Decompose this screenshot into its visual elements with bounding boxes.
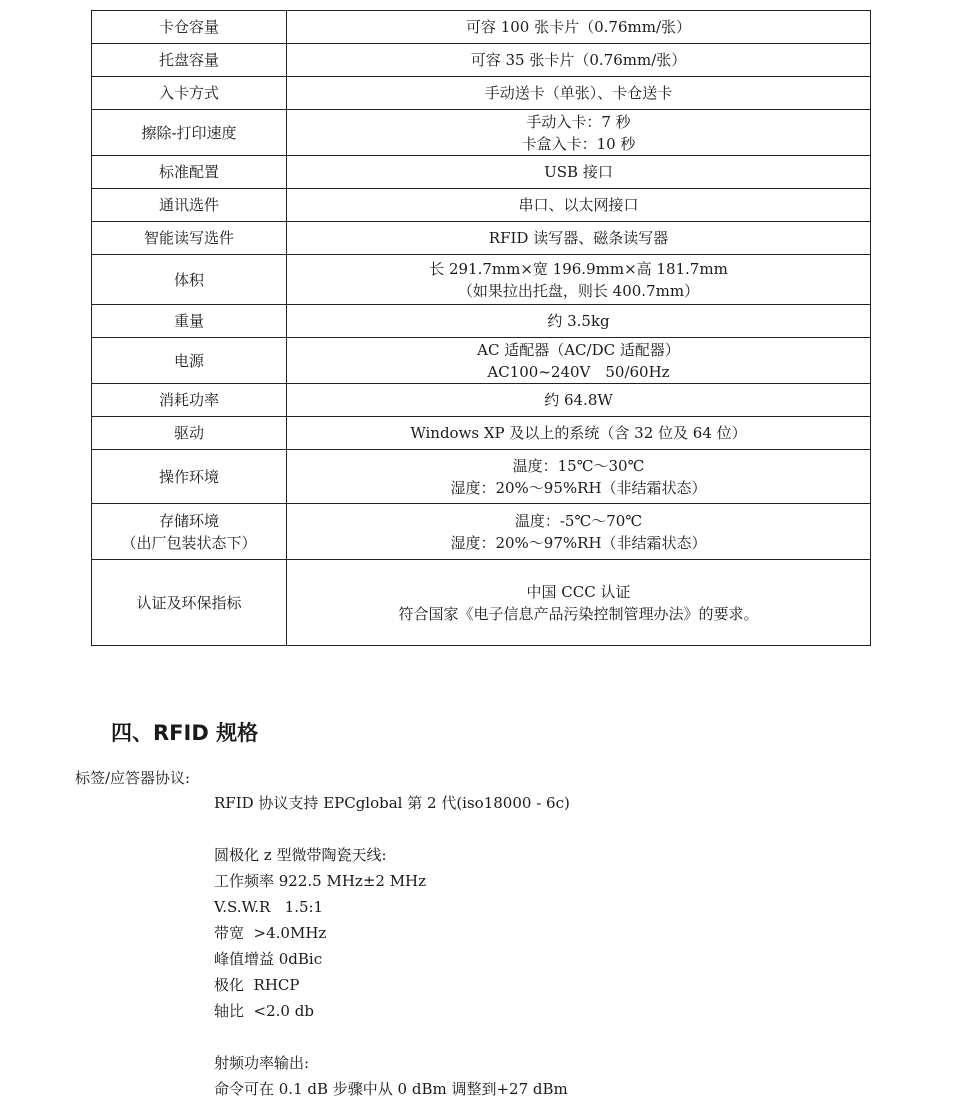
spec-label-cell <box>92 305 287 338</box>
spec-value: 温度：-5℃～70℃ <box>514 511 643 530</box>
spec-value: 可容 35 张卡片（0.76mm/张） <box>470 51 687 69</box>
spec-row <box>92 384 871 417</box>
spec-row <box>92 156 871 189</box>
antenna-spec-bandwidth: 带宽 >4.0MHz <box>214 924 327 942</box>
spec-value-cell <box>287 417 871 450</box>
section-heading-rfid: 四、RFID 规格 <box>111 721 259 745</box>
spec-label-cell <box>92 110 287 156</box>
spec-row <box>92 11 871 44</box>
spec-row <box>92 110 871 156</box>
spec-table-body <box>92 11 871 646</box>
spec-label-cell <box>92 417 287 450</box>
spec-value-cell <box>287 305 871 338</box>
protocol-value: RFID 协议支持 EPCglobal 第 2 代(iso18000 - 6c) <box>214 794 570 812</box>
spec-label-cell <box>92 222 287 255</box>
spec-value-cell <box>287 504 871 560</box>
protocol-label: 标签/应答器协议: <box>75 769 191 787</box>
spec-label: 消耗功率 <box>158 391 219 409</box>
spec-value: 中国 CCC 认证 <box>526 582 631 601</box>
spec-label-cell <box>92 450 287 504</box>
spec-label: 擦除-打印速度 <box>141 123 237 142</box>
spec-value-cell <box>287 156 871 189</box>
spec-label-cell <box>92 504 287 560</box>
spec-value: 长 291.7mm×宽 196.9mm×高 181.7mm <box>429 259 728 278</box>
spec-label: （出厂包装状态下） <box>121 533 257 552</box>
rf-power-value: 命令可在 0.1 dB 步骤中从 0 dBm 调整到+27 dBm <box>214 1080 568 1098</box>
spec-value: AC100~240V 50/60Hz <box>487 362 670 381</box>
spec-label-cell <box>92 11 287 44</box>
spec-row <box>92 222 871 255</box>
spec-label: 托盘容量 <box>158 51 219 69</box>
spec-label: 操作环境 <box>158 467 219 486</box>
spec-label: 智能读写选件 <box>143 229 234 247</box>
antenna-spec-gain: 峰值增益 0dBic <box>214 950 323 968</box>
spec-label: 电源 <box>173 351 204 370</box>
spec-label-cell <box>92 77 287 110</box>
spec-label: 存储环境 <box>158 511 219 530</box>
spec-value-cell <box>287 560 871 646</box>
spec-value: 湿度：20%～97%RH（非结霜状态） <box>450 533 707 552</box>
spec-value-cell <box>287 384 871 417</box>
spec-value-cell <box>287 222 871 255</box>
spec-label: 卡仓容量 <box>158 18 219 36</box>
spec-row <box>92 450 871 504</box>
spec-row <box>92 560 871 646</box>
antenna-spec-frequency: 工作频率 922.5 MHz±2 MHz <box>214 872 427 890</box>
spec-table <box>91 10 871 646</box>
spec-value: 手动送卡（单张）、卡仓送卡 <box>484 84 673 102</box>
spec-label-cell <box>92 255 287 305</box>
rf-power-title: 射频功率输出: <box>214 1054 310 1072</box>
antenna-spec-vswr: V.S.W.R 1.5:1 <box>214 898 324 916</box>
spec-value: AC 适配器（AC/DC 适配器） <box>477 340 680 359</box>
antenna-spec-polarization: 极化 RHCP <box>214 976 300 994</box>
spec-label-cell <box>92 338 287 384</box>
spec-row <box>92 504 871 560</box>
spec-value-cell <box>287 110 871 156</box>
protocol-value-block <box>214 790 570 816</box>
spec-label: 入卡方式 <box>158 84 219 102</box>
spec-value: 手动入卡：7 秒 <box>526 112 631 131</box>
spec-value-cell <box>287 189 871 222</box>
spec-value: 温度：15℃～30℃ <box>512 456 645 475</box>
spec-row <box>92 305 871 338</box>
spec-label-cell <box>92 189 287 222</box>
spec-value-cell <box>287 338 871 384</box>
spec-value: USB 接口 <box>544 163 613 181</box>
spec-value-cell <box>287 11 871 44</box>
spec-label-cell <box>92 560 287 646</box>
spec-label-cell <box>92 384 287 417</box>
spec-label: 标准配置 <box>158 163 219 181</box>
spec-row <box>92 77 871 110</box>
spec-value-cell <box>287 255 871 305</box>
spec-value-cell <box>287 450 871 504</box>
spec-row <box>92 338 871 384</box>
antenna-spec-block <box>214 842 426 1024</box>
spec-label: 体积 <box>173 270 204 289</box>
spec-value: 可容 100 张卡片（0.76mm/张） <box>465 18 692 36</box>
spec-label: 驱动 <box>173 424 204 442</box>
spec-label: 通讯选件 <box>158 196 219 214</box>
spec-value: 约 64.8W <box>544 391 613 409</box>
spec-label: 重量 <box>173 312 204 330</box>
spec-value: （如果拉出托盘，则长 400.7mm） <box>457 281 700 300</box>
spec-row <box>92 189 871 222</box>
spec-value: RFID 读写器、磁条读写器 <box>488 229 669 247</box>
spec-value: 约 3.5kg <box>547 312 610 330</box>
spec-value: 卡盒入卡：10 秒 <box>521 134 636 153</box>
antenna-spec-axial-ratio: 轴比 <2.0 db <box>214 1002 314 1020</box>
spec-row <box>92 255 871 305</box>
spec-label: 认证及环保指标 <box>136 593 242 612</box>
spec-value-cell <box>287 44 871 77</box>
spec-value: 串口、以太网接口 <box>518 196 639 214</box>
rf-power-block <box>214 1050 568 1102</box>
spec-value: 符合国家《电子信息产品污染控制管理办法》的要求。 <box>398 604 759 623</box>
spec-value: 湿度：20%～95%RH（非结霜状态） <box>450 478 707 497</box>
spec-label-cell <box>92 44 287 77</box>
spec-label-cell <box>92 156 287 189</box>
spec-value-cell <box>287 77 871 110</box>
antenna-title: 圆极化 z 型微带陶瓷天线: <box>214 846 387 864</box>
spec-row <box>92 44 871 77</box>
spec-value: Windows XP 及以上的系统（含 32 位及 64 位） <box>410 424 747 442</box>
spec-row <box>92 417 871 450</box>
